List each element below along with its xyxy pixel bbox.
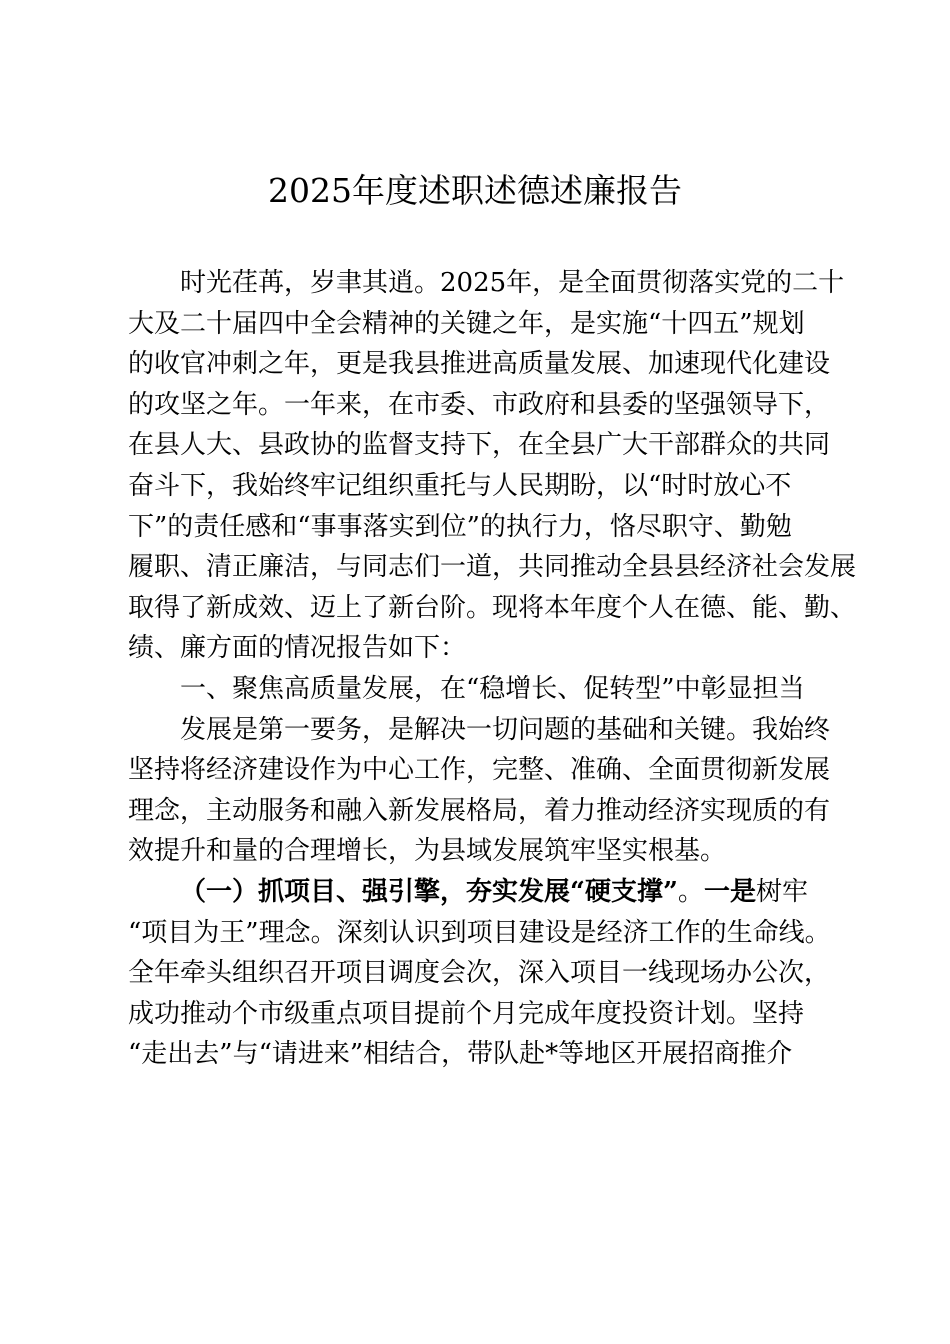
text-line: 成功推动个市级重点项目提前个月完成年度投资计划。坚持: [128, 998, 805, 1029]
text-line: 的收官冲刺之年，更是我县推进高质量发展、加速现代化建设: [128, 349, 831, 380]
text-line: 取得了新成效、迈上了新台阶。现将本年度个人在德、能、勤、: [128, 592, 857, 623]
text-line: 坚持将经济建设作为中心工作，完整、准确、全面贯彻新发展: [128, 755, 831, 786]
point-marker: 一是: [703, 876, 756, 907]
text-line: 下”的责任感和“事事落实到位”的执行力，恪尽职守、勤勉: [128, 511, 792, 542]
subsection-punct: 。: [677, 876, 704, 907]
text-line: “项目为王”理念。深刻认识到项目建设是经济工作的生命线。: [128, 917, 831, 948]
text-line: 的攻坚之年。一年来，在市委、市政府和县委的坚强领导下，: [128, 389, 831, 420]
text-line: “走出去”与“请进来”相结合，带队赴*等地区开展招商推介: [128, 1039, 793, 1070]
point-text: 树牢: [755, 876, 808, 907]
text-line: 时光荏苒，岁聿其逍。2025年，是全面贯彻落实党的二十: [180, 268, 845, 298]
text-line: 在县人大、县政协的监督支持下，在全县广大干部群众的共同: [128, 430, 831, 461]
section-heading: 一、聚焦高质量发展，在“稳增长、促转型”中彰显担当: [180, 673, 805, 704]
text-line: 大及二十届四中全会精神的关键之年，是实施“十四五”规划: [128, 308, 805, 339]
text-line: 履职、清正廉洁，与同志们一道，共同推动全县县经济社会发展: [128, 552, 857, 583]
text-line: 奋斗下，我始终牢记组织重托与人民期盼，以“时时放心不: [128, 470, 792, 501]
text-line: 发展是第一要务，是解决一切问题的基础和关键。我始终: [180, 714, 831, 745]
document-title: 2025年度述职述德述廉报告: [268, 171, 682, 210]
text-line: 全年牵头组织召开项目调度会次，深入项目一线现场办公次，: [128, 958, 831, 989]
text-line: 理念，主动服务和融入新发展格局，着力推动经济实现质的有: [128, 795, 831, 826]
text-line: 效提升和量的合理增长，为县域发展筑牢坚实根基。: [128, 836, 727, 867]
document-body: [128, 263, 868, 1075]
text-line: 绩、廉方面的情况报告如下：: [128, 633, 467, 664]
subsection-line: [128, 872, 868, 913]
subsection-heading: （一）抓项目、强引擎，夯实发展“硬支撑”: [180, 876, 678, 907]
